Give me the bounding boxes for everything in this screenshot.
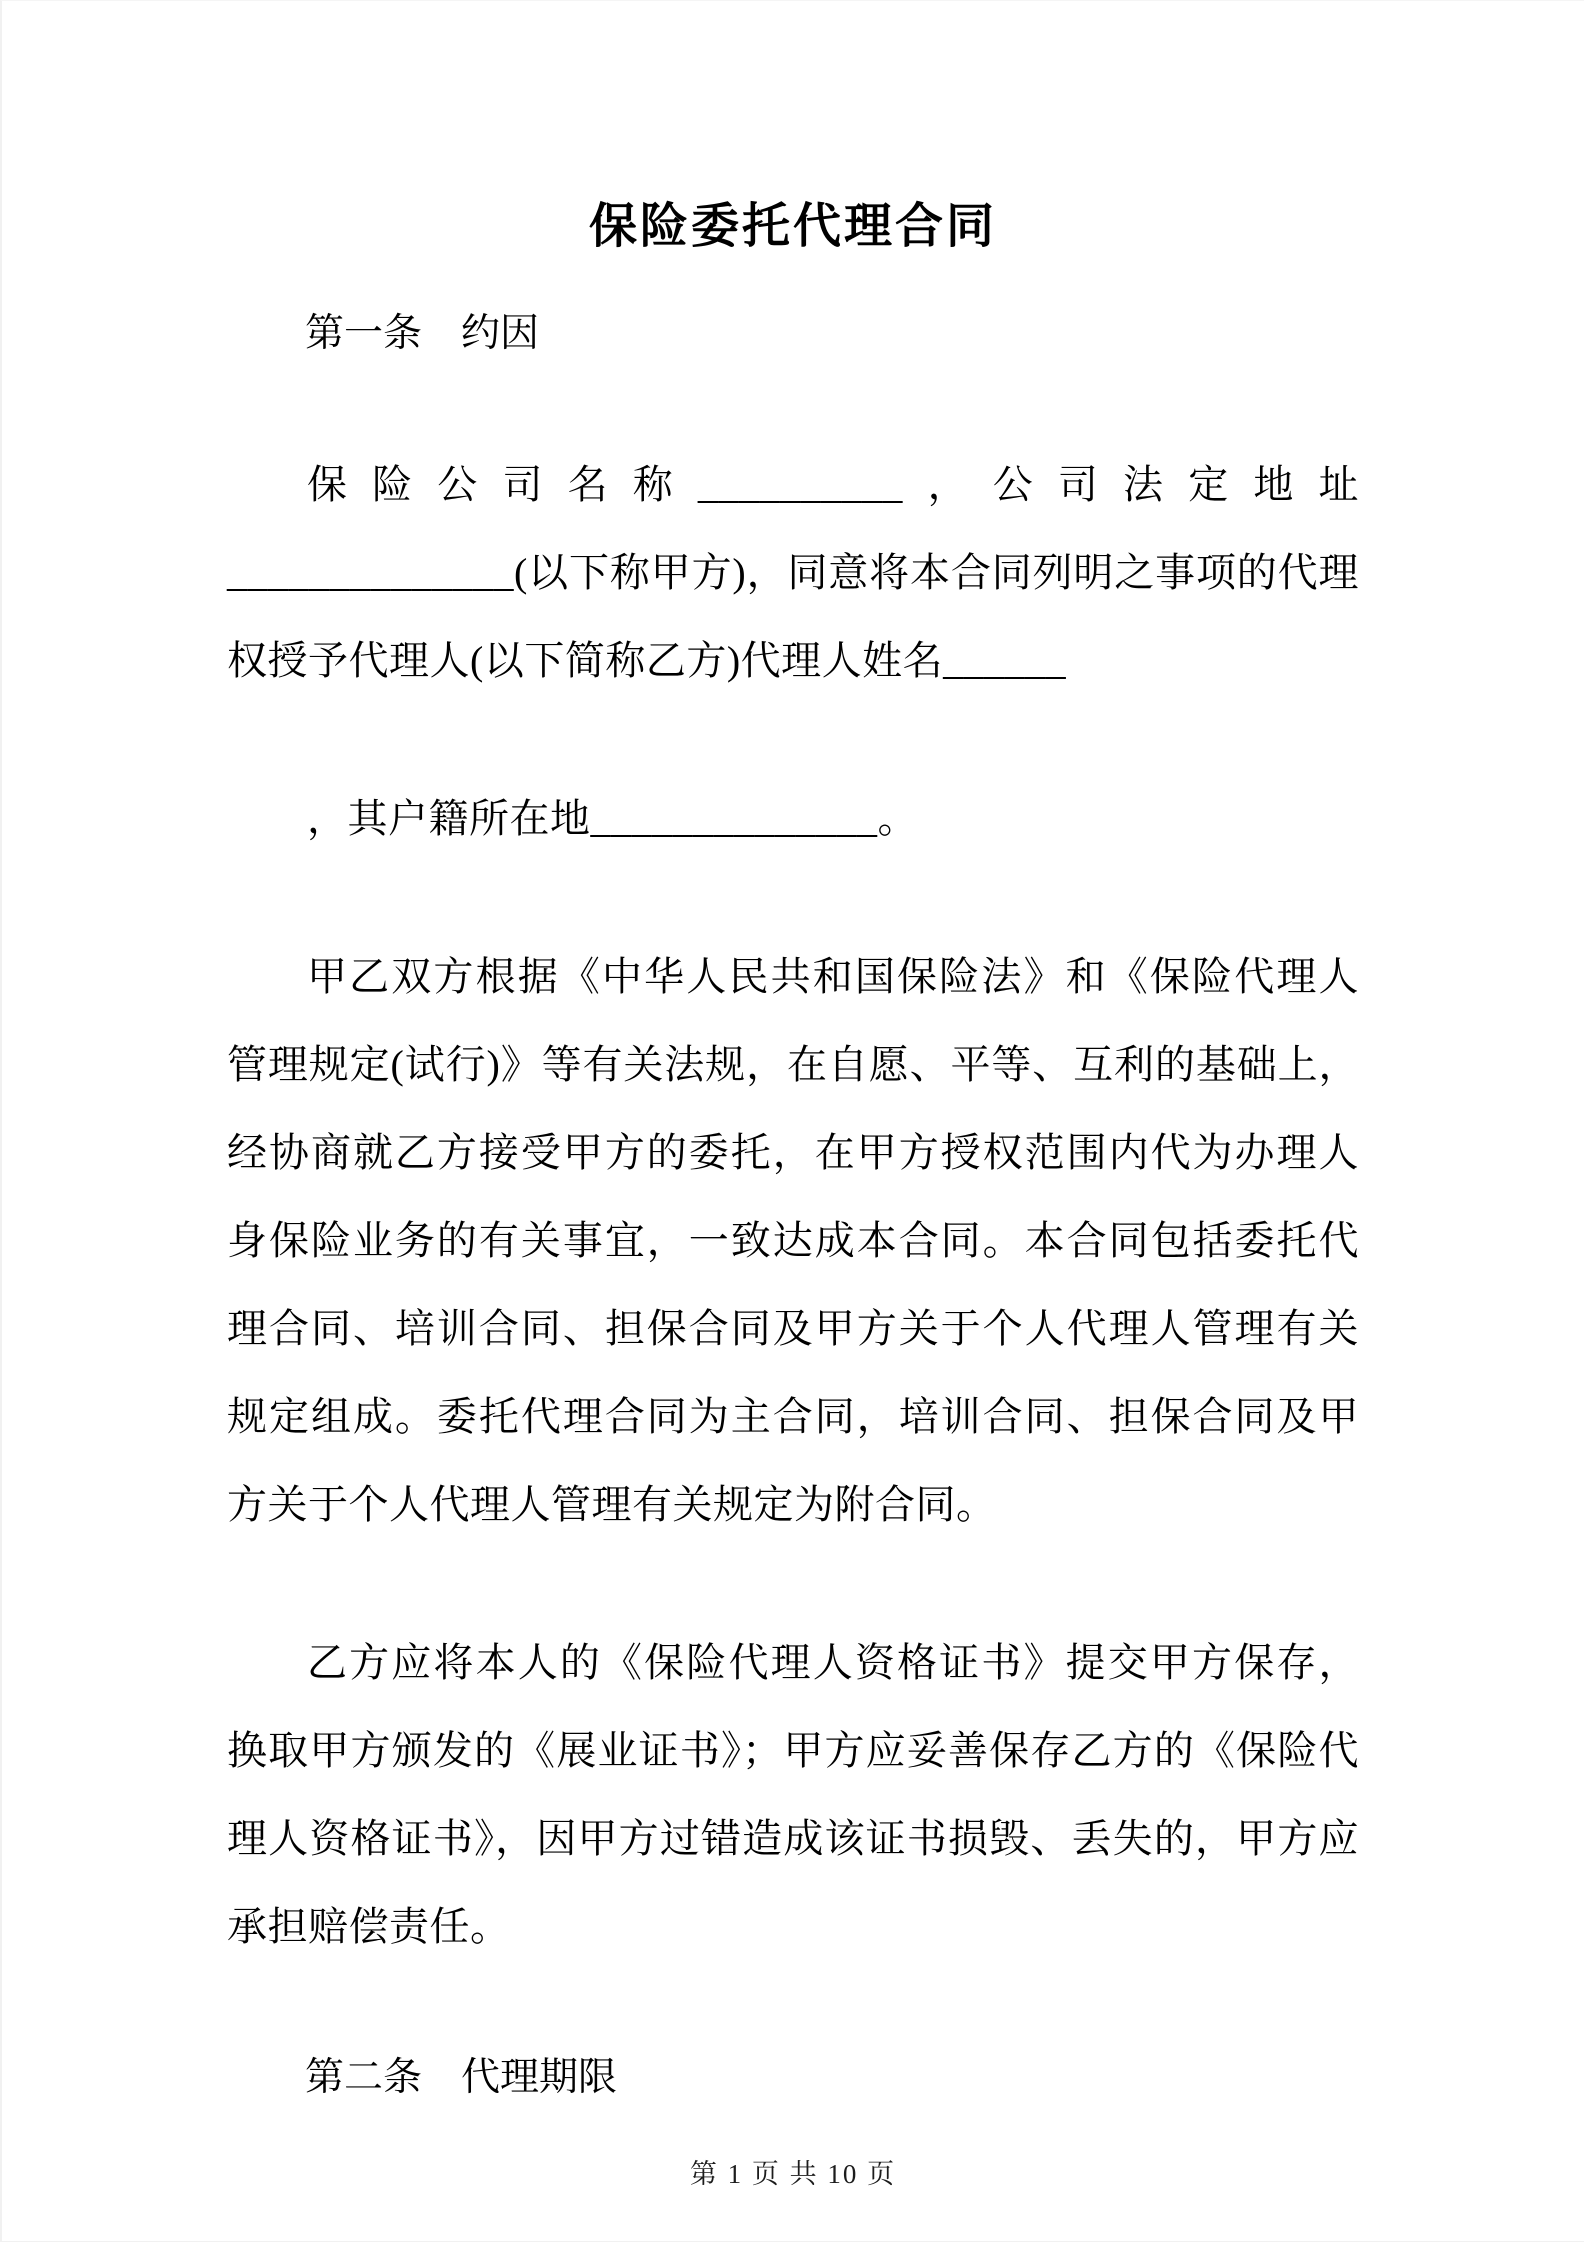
article-1-paragraph-company-info: 保险公司名称__________，公司法定地址______________(以下称甲方)，同意将本合同列明之事项的代理权授予代理人(以下简称乙方)代理人姓名______	[227, 462, 1359, 684]
page-number-footer: 第 1 页 共 10 页	[689, 2159, 897, 2189]
article-1-paragraph-legal-basis: 甲乙双方根据《中华人民共和国保险法》和《保险代理人管理规定(试行)》等有关法规，在自愿、平等、互利的基础上，经协商就乙方接受甲方的委托，在甲方授权范围内代为办理人身保险业务的有关事宜，一致达成本合同。本合同包括委托代理合同、培训合同、担保合同及甲方关于个人代理人管理有关规定组成。委托代理合同为主合同，培训合同、担保合同及甲方关于个人代理人管理有关规定为附合同。	[227, 954, 1359, 1528]
article-2-heading: 第二条 代理期限	[305, 2056, 618, 2100]
document-title: 保险委托代理合同	[588, 200, 997, 253]
article-1-heading: 第一条 约因	[305, 312, 540, 355]
contract-body	[227, 1, 1359, 2115]
article-1-paragraph-residence: ，其户籍所在地______________。	[307, 796, 918, 842]
article-1-paragraph-certificates: 乙方应将本人的《保险代理人资格证书》提交甲方保存，换取甲方颁发的《展业证书》；甲方应妥善保存乙方的《保险代理人资格证书》，因甲方过错造成该证书损毁、丢失的，甲方应承担赔偿责任。	[227, 1640, 1359, 1950]
